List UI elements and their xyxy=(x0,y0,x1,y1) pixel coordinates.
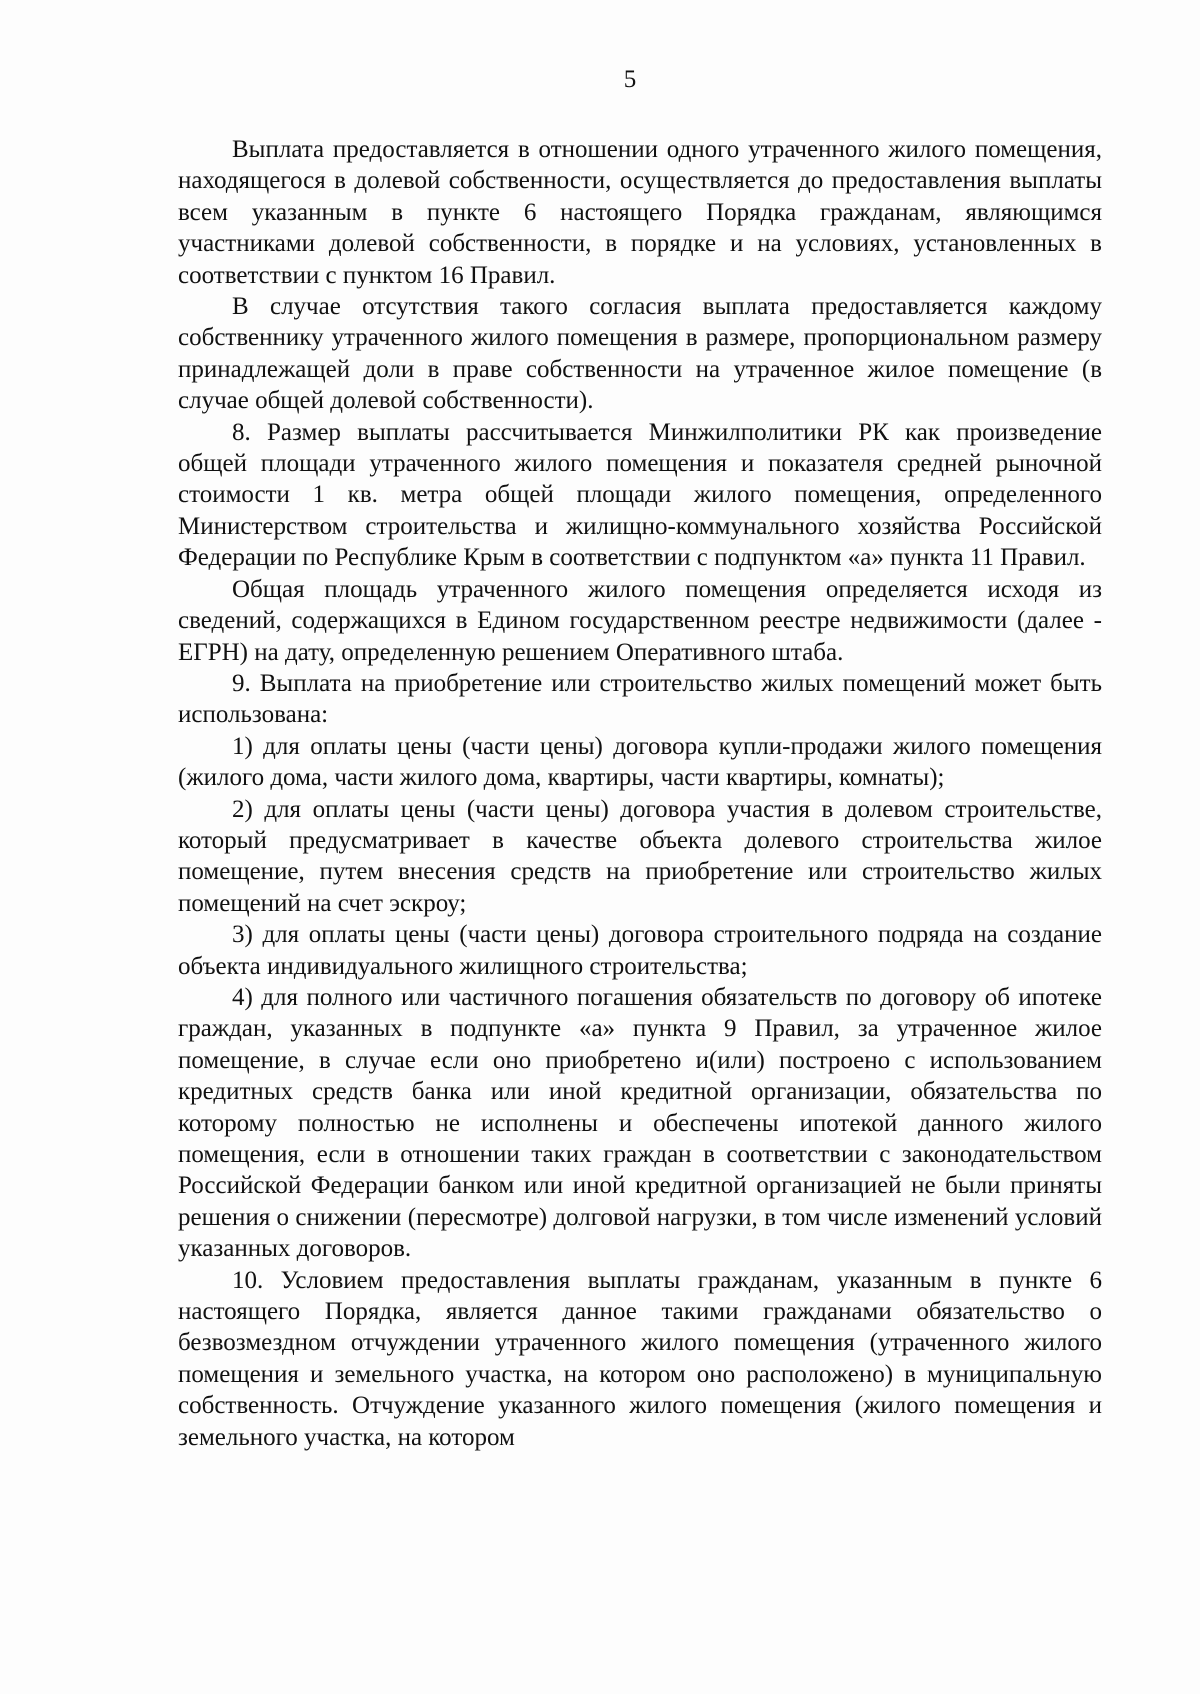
paragraph-total-area: Общая площадь утраченного жилого помещения определяется исходя из сведений, содержащихся в Едином государственном реестре недвижимости (далее - ЕГРН) на дату, определенную решением Оперативного штаба. xyxy=(178,575,1102,666)
list-item-1: 1) для оплаты цены (части цены) договора купли-продажи жилого помещения (жилого дома, части жилого дома, квартиры, части квартиры, комнаты); xyxy=(178,732,1102,792)
page-number: 5 xyxy=(623,66,637,93)
paragraph-no-consent: В случае отсутствия такого согласия выплата предоставляется каждому собственнику утраченного жилого помещения в размере, пропорциональном размеру принадлежащей доли в праве собственности на утраченное жилое помещение (в случае общей долевой собственности). xyxy=(178,293,1102,415)
document-body xyxy=(178,134,1102,1453)
paragraph-8-payment-size: 8. Размер выплаты рассчитывается Минжилполитики РК как произведение общей площади утраченного жилого помещения и показателя средней рыночной стоимости 1 кв. метра общей площади жилого помещения, определенного Министерством строительства и жилищно-коммунального хозяйства Российской Федерации по Республике Крым в соответствии с подпунктом «а» пункта 11 Правил. xyxy=(178,418,1102,572)
list-item-3: 3) для оплаты цены (части цены) договора строительного подряда на создание объекта индивидуального жилищного строительства; xyxy=(178,921,1102,980)
list-item-4: 4) для полного или частичного погашения обязательств по договору об ипотеке граждан, указанных в подпункте «а» пункта 9 Правил, за утраченное жилое помещение, в случае если оно приобретено и(или) построено с использованием кредитных средств банка или иной кредитной организации, обязательства по которому полностью не исполнены и обеспечены ипотекой данного жилого помещения, если в отношении таких граждан в соответствии с законодательством Российской Федерации банком или иной кредитной организацией не были приняты решения о снижении (пересмотре) долговой нагрузки, в том числе изменений условий указанных договоров. xyxy=(178,983,1102,1263)
paragraph-10-condition: 10. Условием предоставления выплаты гражданам, указанным в пункте 6 настоящего Порядка, является данное такими гражданами обязательство о безвозмездном отчуждении утраченного жилого помещения (утраченного жилого помещения и земельного участка, на котором оно расположено) в муниципальную собственность. Отчуждение указанного жилого помещения (жилого помещения и земельного участка, на котором xyxy=(178,1266,1102,1451)
list-item-2: 2) для оплаты цены (части цены) договора участия в долевом строительстве, который предусматривает в качестве объекта долевого строительства жилое помещение, путем внесения средств на приобретение или строительство жилых помещений на счет эскроу; xyxy=(178,795,1102,917)
paragraph-9-payment-use: 9. Выплата на приобретение или строительство жилых помещений может быть использована: xyxy=(178,669,1102,729)
paragraph-shared-ownership: Выплата предоставляется в отношении одного утраченного жилого помещения, находящегося в долевой собственности, осуществляется до предоставления выплаты всем указанным в пункте 6 настоящего Порядка гражданам, являющимся участниками долевой собственности, в порядке и на условиях, установленных в соответствии с пунктом 16 Правил. xyxy=(178,136,1102,289)
